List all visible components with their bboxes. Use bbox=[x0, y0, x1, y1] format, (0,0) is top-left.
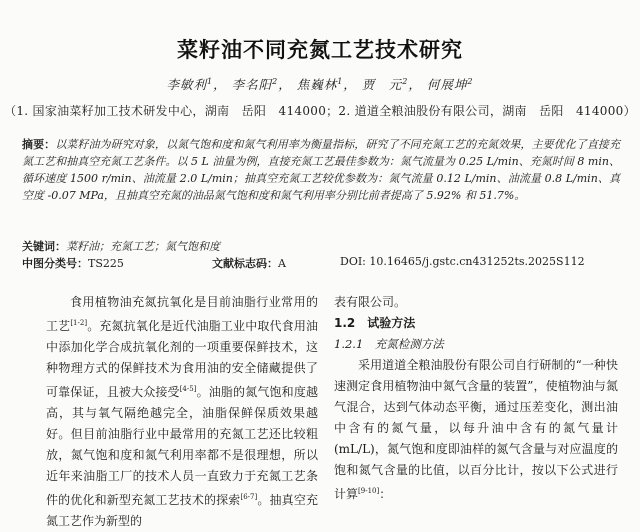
author-affil-mark: 1 bbox=[337, 76, 344, 86]
author-name: 何展坤 bbox=[426, 77, 468, 92]
author-name: 贾 元 bbox=[361, 77, 403, 92]
citation: [6-7] bbox=[240, 493, 258, 501]
right-column bbox=[334, 292, 618, 505]
paper-title: 菜籽油不同充氮工艺技术研究 bbox=[177, 38, 463, 62]
keywords-text: 菜籽油；充氮工艺；氮气饱和度 bbox=[66, 240, 220, 253]
body-text: 。油脂的氮气饱和度越高，其与氧气隔绝越完全，油脂保鲜保质效果越好。但目前油脂行业中最常用的充氮工艺还比较粗放，氮气饱和度和氮气利用率都不是很理想，所以近年来油脂工厂的技术人员一直致力于充氮工艺条件的优化和新型充氮工艺技术的探索 bbox=[46, 385, 318, 507]
document-code bbox=[212, 255, 286, 271]
doi: DOI: 10.16465/j.gstc.cn431252ts.2025S112 bbox=[340, 255, 585, 268]
keywords-label: 关键词： bbox=[22, 240, 66, 253]
clc-label: 中图分类号： bbox=[22, 257, 88, 270]
citation: [1-2] bbox=[70, 319, 88, 327]
body-text: 食用植物油充氮抗氧化是目前油脂行业常用的工艺 bbox=[46, 295, 318, 333]
author-affil-mark: 2 bbox=[402, 76, 409, 86]
affiliations: （1. 国家油菜籽加工技术研发中心，湖南 岳阳 414000；2. 道道全粮油股份有限公司，湖南 岳阳 414000） bbox=[4, 104, 636, 118]
author-name: 李敏利 bbox=[166, 77, 208, 92]
abstract-label: 摘要： bbox=[22, 138, 56, 151]
left-column bbox=[46, 292, 318, 532]
subsection-heading: 1.2.1 充氮检测方法 bbox=[334, 337, 444, 351]
author-affil-mark: 2 bbox=[467, 76, 474, 86]
author-list: 李敏利$^1$， 李名阳$^2$， 焦巍林$^1$， 贾 元$^2$， 何展坤$^2$ bbox=[166, 76, 474, 92]
author-name: 李名阳 bbox=[231, 77, 273, 92]
body-text: 。充氮抗氧化是近代油脂工业中取代食用油中添加化学合成抗氧化剂的一项重要保鲜技术，这种物理方式的保鲜技术为食用油的安全储藏提供了可靠保证，且被大众接受 bbox=[46, 319, 318, 399]
body-continuation: 表有限公司。 bbox=[334, 295, 407, 309]
classification-row bbox=[22, 255, 620, 271]
body-paragraph bbox=[46, 292, 318, 532]
doc-code-value: A bbox=[278, 257, 286, 270]
citation: [4-5] bbox=[179, 385, 197, 393]
doc-code-label: 文献标志码： bbox=[212, 257, 278, 270]
body-text: 。抽真空充氮工艺作为新型的 bbox=[46, 493, 318, 528]
body-text: ： bbox=[379, 487, 392, 501]
citation: [9-10] bbox=[358, 487, 380, 495]
abstract bbox=[22, 136, 620, 204]
clc-number bbox=[22, 255, 124, 271]
keywords bbox=[22, 238, 620, 254]
body-text: 采用道道全粮油股份有限公司自行研制的“一种快速测定食用植物油中氮气含量的装置”，使植物油与氮气混合，达到气体动态平衡，通过压差变化，测出油中含有的氮气量，以每升油中含有的氮气量计(mL/L)，氮气饱和度即油样的氮气含量与对应温度的饱和氮气含量的比值，以百分比计，按以下公式进行计算 bbox=[334, 358, 618, 501]
author-name: 焦巍林 bbox=[296, 77, 338, 92]
abstract-text: 以菜籽油为研究对象，以氮气饱和度和氮气利用率为衡量指标，研究了不同充氮工艺的充氮效果，主要优化了直接充氮工艺和抽真空充氮工艺条件。以 5 L 油量为例，直接充氮工艺最佳参数为：氮气流量为 0.25 L/min、充氮时间 8 min、循环速度 1500 r/min、油流量 2.0 L/min；抽真空充氮工艺较优参数为：氮气流量 0.12 L/min、油流量 0.8 L/min、真空度 -0.07 MPa，且抽真空充氮的油品氮气饱和度和氮气利用率分别比前者提高了 5.92% 和 51.7%。 bbox=[22, 138, 621, 202]
author-affil-mark: 2 bbox=[272, 76, 279, 86]
author-affil-mark: 1 bbox=[207, 76, 214, 86]
section-heading: 1.2 试验方法 bbox=[334, 316, 416, 330]
clc-value: TS225 bbox=[88, 257, 124, 270]
